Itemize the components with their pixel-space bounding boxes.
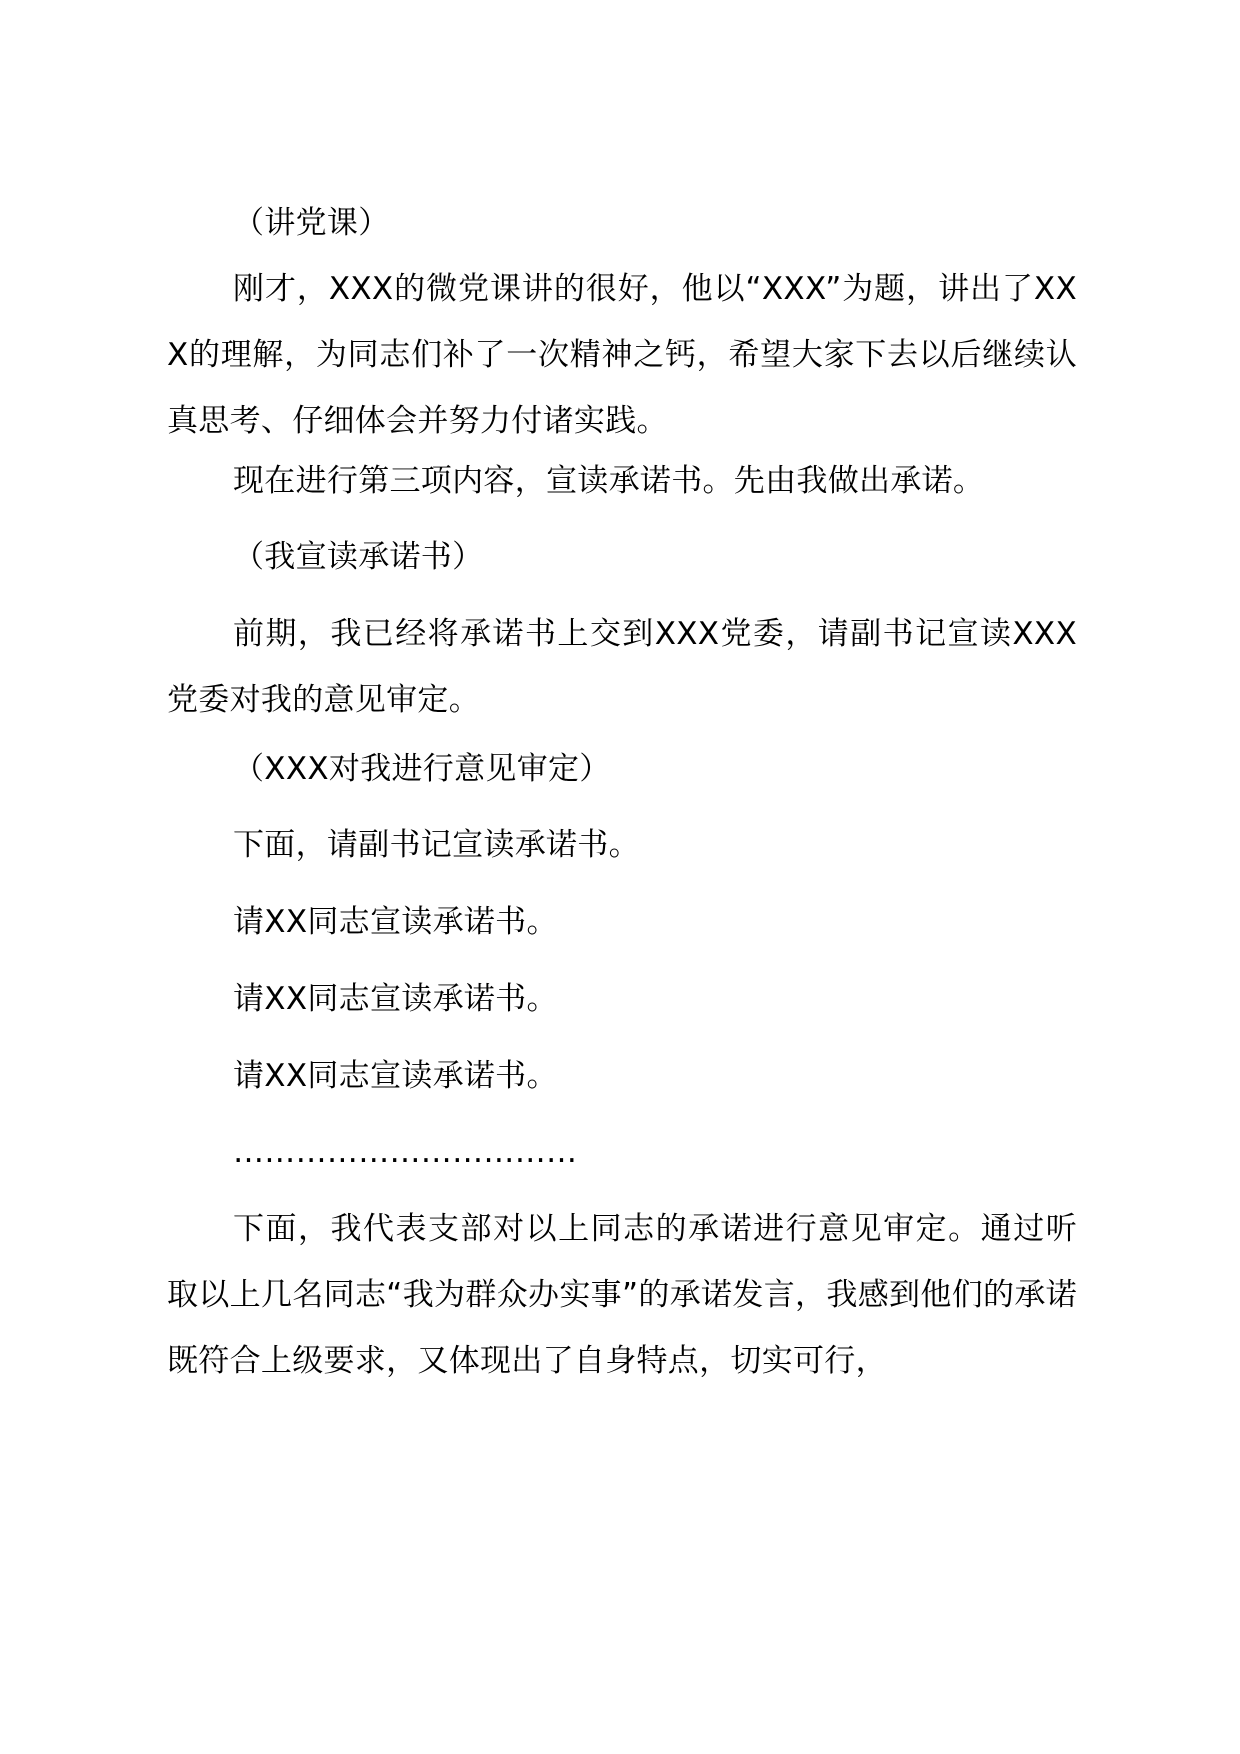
paragraph-review-note: （XXX对我进行意见审定） <box>233 751 611 787</box>
paragraph-lecture-comment: 刚才，XXX的微党课讲的很好，他以“XXX”为题，讲出了XXX的理解，为同志们补了一次精神之钙，希望大家下去以后继续认真思考、仔细体会并努力付诸实践。 <box>167 271 1077 439</box>
paragraph-committee-review: 前期，我已经将承诺书上交到XXX党委，请副书记宣读XXX党委对我的意见审定。 <box>167 616 1077 718</box>
paragraph-comrade-reads-2: 请XX同志宣读承诺书。 <box>233 981 558 1017</box>
paragraph-comrade-reads-3: 请XX同志宣读承诺书。 <box>233 1058 558 1094</box>
paragraph-lecture-note: （讲党课） <box>233 205 390 241</box>
paragraph-branch-review: 下面，我代表支部对以上同志的承诺进行意见审定。通过听取以上几名同志“我为群众办实事”的承诺发言，我感到他们的承诺既符合上级要求，又体现出了自身特点，切实可行， <box>167 1211 1077 1379</box>
paragraph-deputy-reads: 下面，请副书记宣读承诺书。 <box>233 827 640 863</box>
paragraph-my-pledge-note: （我宣读承诺书） <box>233 539 484 575</box>
paragraph-third-item: 现在进行第三项内容，宣读承诺书。先由我做出承诺。 <box>233 463 985 499</box>
paragraph-ellipsis: …………………………… <box>233 1134 578 1170</box>
paragraph-comrade-reads-1: 请XX同志宣读承诺书。 <box>233 904 558 940</box>
